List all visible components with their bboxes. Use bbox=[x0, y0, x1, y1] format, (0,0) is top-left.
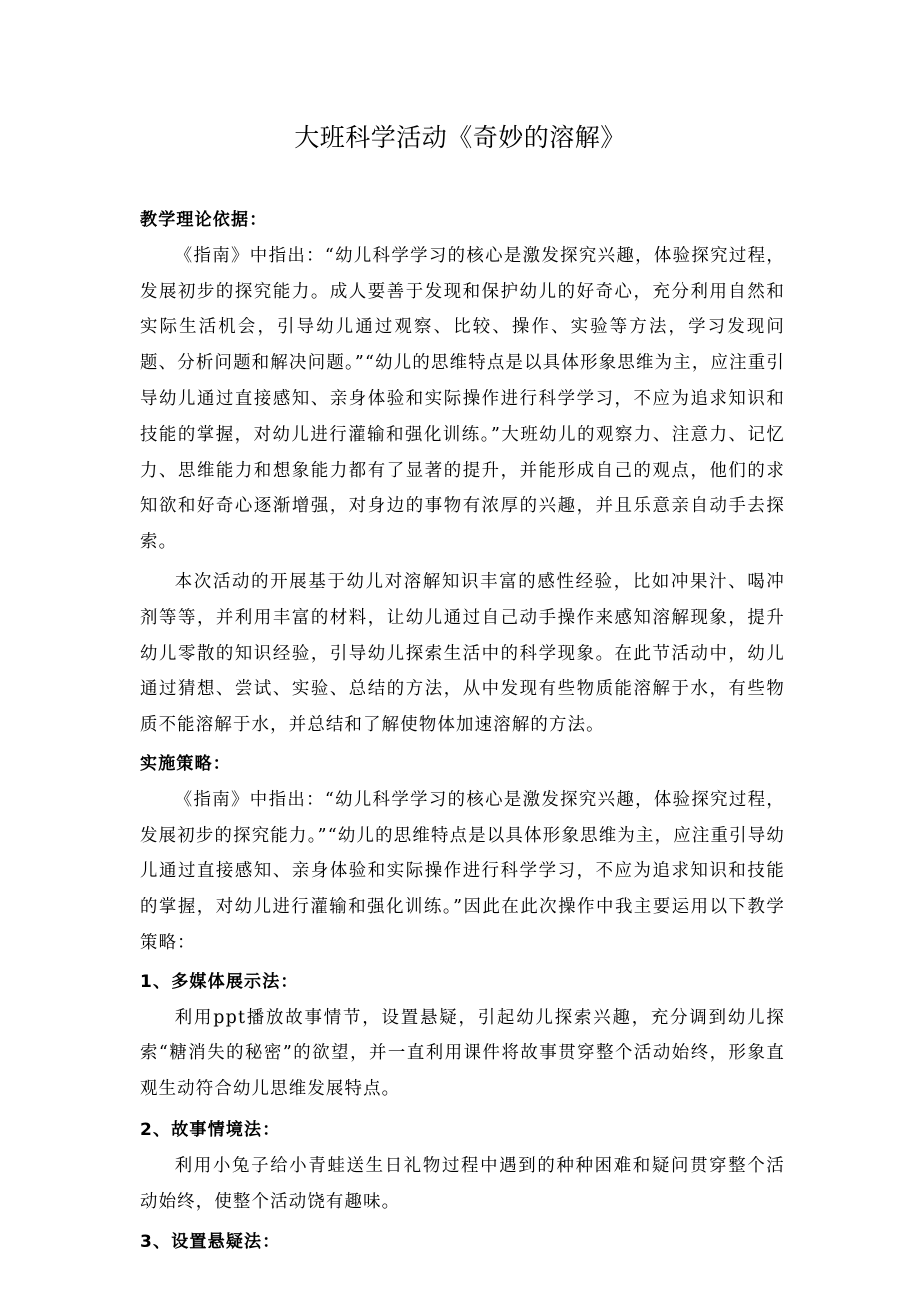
section-heading: 3、设置悬疑法： bbox=[140, 1232, 281, 1253]
section-implementation-strategy bbox=[140, 747, 785, 962]
document-title: 大班科学活动《奇妙的溶解》 bbox=[294, 123, 626, 152]
paragraph: 本次活动的开展基于幼儿对溶解知识丰富的感性经验，比如冲果汁、喝冲剂等等，并利用丰富的材料，让幼儿通过自己动手操作来感知溶解现象，提升幼儿零散的知识经验，引导幼儿探索生活中的科学现象。在此节活动中，幼儿通过猜想、尝试、实验、总结的方法，从中发现有些物质能溶解于水，有些物质不能溶解于水，并总结和了解使物体加速溶解的方法。 bbox=[140, 571, 785, 736]
section-suspense-method bbox=[140, 1225, 785, 1261]
paragraph: 利用小兔子给小青蛙送生日礼物过程中遇到的种种困难和疑问贯穿整个活动始终，使整个活动饶有趣味。 bbox=[140, 1155, 785, 1212]
section-heading: 实施策略： bbox=[140, 753, 231, 774]
paragraph: 《指南》中指出：“幼儿科学学习的核心是激发探究兴趣，体验探究过程，发展初步的探究能力。成人要善于发现和保护幼儿的好奇心，充分利用自然和实际生活机会，引导幼儿通过观察、比较、操作、实验等方法，学习发现问题、分析问题和解决问题。”“幼儿的思维特点是以具体形象思维为主，应注重引导幼儿通过直接感知、亲身体验和实际操作进行科学学习，不应为追求知识和技能的掌握，对幼儿进行灌输和强化训练。”大班幼儿的观察力、注意力、记忆力、思维能力和想象能力都有了显著的提升，并能形成自己的观点，他们的求知欲和好奇心逐渐增强，对身边的事物有浓厚的兴趣，并且乐意亲自动手去探索。 bbox=[140, 245, 785, 553]
section-heading: 1、多媒体展示法： bbox=[140, 971, 299, 992]
section-teaching-theory bbox=[140, 203, 785, 744]
paragraph: 《指南》中指出：“幼儿科学学习的核心是激发探究兴趣，体验探究过程，发展初步的探究能力。”“幼儿的思维特点是以具体形象思维为主，应注重引导幼儿通过直接感知、亲身体验和实际操作进行科学学习，不应为追求知识和技能的掌握，对幼儿进行灌输和强化训练。”因此在此次操作中我主要运用以下教学策略： bbox=[140, 789, 785, 953]
section-heading: 2、故事情境法： bbox=[140, 1119, 281, 1140]
section-heading: 教学理论依据： bbox=[140, 210, 268, 230]
paragraph: 利用ppt播放故事情节，设置悬疑，引起幼儿探索兴趣，充分调到幼儿探索“糖消失的秘密”的欲望，并一直利用课件将故事贯穿整个活动始终，形象直观生动符合幼儿思维发展特点。 bbox=[140, 1007, 785, 1100]
section-story-context-method bbox=[140, 1113, 785, 1220]
document-body bbox=[140, 203, 785, 1261]
section-multimedia-method bbox=[140, 965, 785, 1108]
